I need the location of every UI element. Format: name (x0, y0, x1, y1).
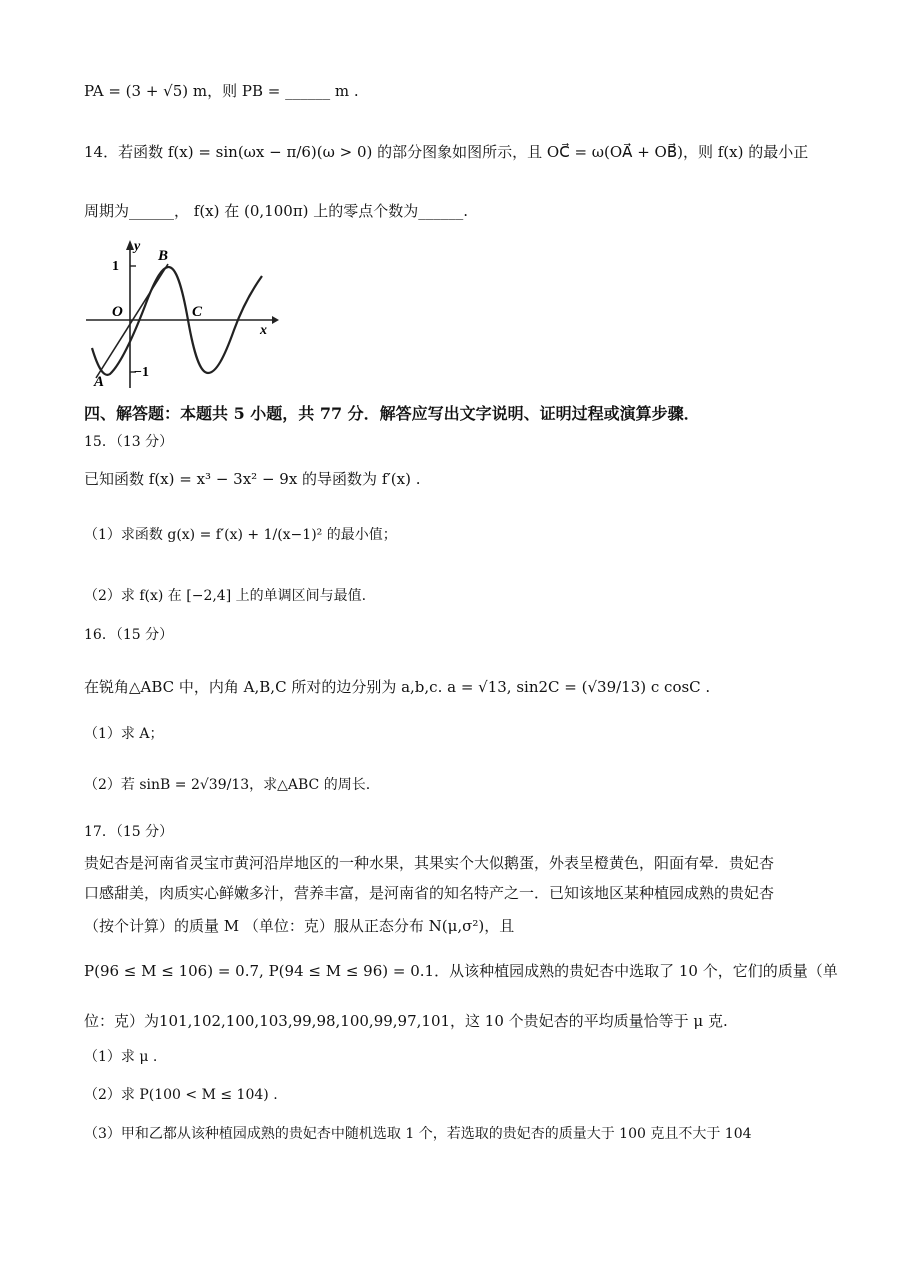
q17-line3: （按个计算）的质量 M （单位：克）服从正态分布 N(μ,σ²)，且 (84, 917, 515, 935)
q17-header: 17．（15 分） (84, 824, 174, 840)
q16-header: 16．（15 分） (84, 627, 174, 643)
q15-part1: （1）求函数 g(x) = f′(x) + 1/(x−1)² 的最小值； (84, 527, 397, 543)
point-b-label: B (158, 248, 169, 264)
q16-stem: 在锐角△ABC 中，内角 A,B,C 所对的边分别为 a,b,c. a = √13, sin2C = (√39/13) c cosC . (84, 678, 711, 696)
q15-part2: （2）求 f(x) 在 [−2,4] 上的单调区间与最值. (84, 588, 367, 604)
q17-part1: （1）求 μ . (84, 1049, 158, 1065)
q14-line2: 周期为______， f(x) 在 (0,100π) 上的零点个数为______. (84, 202, 469, 220)
tick-pos-label: 1 (112, 259, 119, 274)
q17-line1: 贵妃杏是河南省灵宝市黄河沿岸地区的一种水果，其果实个大似鹅蛋，外表呈橙黄色，阳面有晕．贵妃杏 (84, 854, 775, 872)
q17-part2: （2）求 P(100 < M ≤ 104) . (84, 1087, 278, 1103)
segment-ab (96, 264, 168, 378)
q16-part1: （1）求 A； (84, 726, 164, 742)
tick-neg-label: −1 (134, 365, 149, 380)
x-label: x (260, 323, 267, 338)
q16-part2: （2）若 sinB = 2√39/13，求△ABC 的周长. (84, 777, 371, 793)
point-c-label: C (192, 304, 203, 320)
q17-line4: P(96 ≤ M ≤ 106) = 0.7, P(94 ≤ M ≤ 96) = 0.1．从该种植园成熟的贵妃杏中选取了 10 个，它们的质量（单 (84, 962, 838, 980)
q17-line5: 位：克）为101,102,100,103,99,98,100,99,97,101，这 10 个贵妃杏的平均质量恰等于 μ 克. (84, 1012, 728, 1030)
point-a-label: A (94, 374, 105, 390)
q17-line2: 口感甜美，肉质实心鲜嫩多汁，营养丰富，是河南省的知名特产之一．已知该地区某种植园成熟的贵妃杏 (84, 884, 775, 902)
origin-label: O (112, 304, 123, 320)
section-heading: 四、解答题：本题共 5 小题，共 77 分．解答应写出文字说明、证明过程或演算步骤． (84, 404, 700, 423)
q14-line1: 14．若函数 f(x) = sin(ωx − π/6)(ω > 0) 的部分图象如图所示，且 OC⃗ = ω(OA⃗ + OB⃗)，则 f(x) 的最小正 (84, 143, 809, 161)
sine-graph (84, 238, 280, 390)
x-axis-arrow-icon (272, 316, 279, 324)
q15-header: 15．（13 分） (84, 434, 174, 450)
sine-curve (92, 267, 262, 375)
q13-tail: PA = (3 + √5) m，则 PB = ______ m . (84, 82, 359, 100)
q17-part3: （3）甲和乙都从该种植园成熟的贵妃杏中随机选取 1 个，若选取的贵妃杏的质量大于 100 克且不大于 104 (84, 1126, 752, 1142)
y-label: y (134, 239, 141, 254)
q15-stem: 已知函数 f(x) = x³ − 3x² − 9x 的导函数为 f′(x) . (84, 470, 421, 488)
y-axis-arrow-icon (126, 240, 134, 250)
